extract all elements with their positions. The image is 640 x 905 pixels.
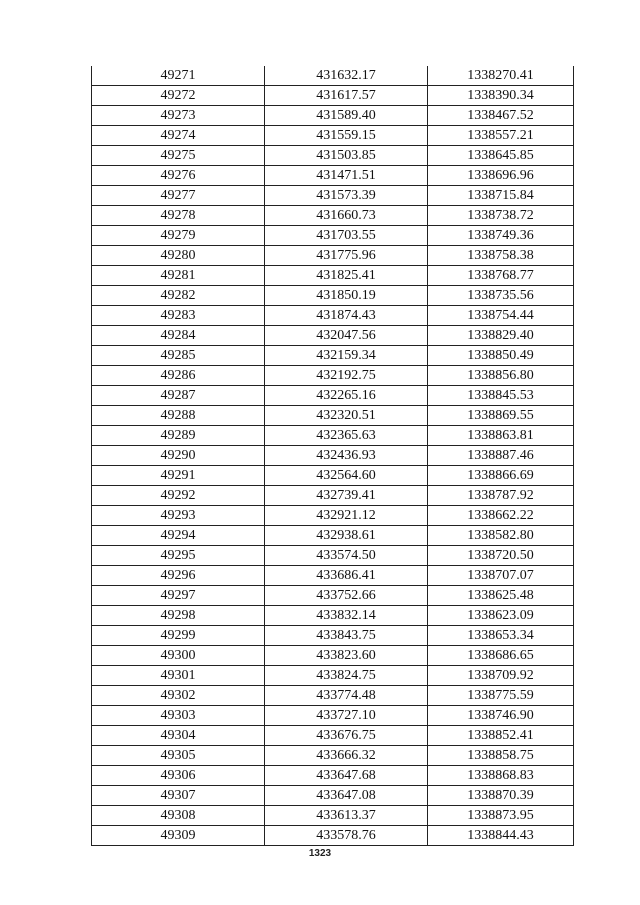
- y-coordinate-cell: 1338645.85: [428, 146, 574, 166]
- y-coordinate-cell: 1338557.21: [428, 126, 574, 146]
- table-row: [92, 366, 574, 386]
- x-coordinate-cell: 431632.17: [265, 66, 428, 86]
- point-id-cell: 49288: [92, 406, 265, 426]
- y-coordinate-cell: 1338758.38: [428, 246, 574, 266]
- table-row: [92, 66, 574, 86]
- y-coordinate-cell: 1338768.77: [428, 266, 574, 286]
- x-coordinate-cell: 433578.76: [265, 826, 428, 846]
- x-coordinate-cell: 432938.61: [265, 526, 428, 546]
- table-row: [92, 526, 574, 546]
- point-id-cell: 49286: [92, 366, 265, 386]
- y-coordinate-cell: 1338390.34: [428, 86, 574, 106]
- x-coordinate-cell: 433727.10: [265, 706, 428, 726]
- x-coordinate-cell: 431660.73: [265, 206, 428, 226]
- point-id-cell: 49289: [92, 426, 265, 446]
- table-row: [92, 446, 574, 466]
- y-coordinate-cell: 1338852.41: [428, 726, 574, 746]
- table-row: [92, 746, 574, 766]
- table-row: [92, 106, 574, 126]
- table-row: [92, 266, 574, 286]
- point-id-cell: 49303: [92, 706, 265, 726]
- x-coordinate-cell: 433647.68: [265, 766, 428, 786]
- y-coordinate-cell: 1338623.09: [428, 606, 574, 626]
- table-row: [92, 686, 574, 706]
- table-row: [92, 666, 574, 686]
- y-coordinate-cell: 1338715.84: [428, 186, 574, 206]
- table-row: [92, 826, 574, 846]
- x-coordinate-cell: 432265.16: [265, 386, 428, 406]
- table-row: [92, 486, 574, 506]
- x-coordinate-cell: 431471.51: [265, 166, 428, 186]
- y-coordinate-cell: 1338709.92: [428, 666, 574, 686]
- point-id-cell: 49296: [92, 566, 265, 586]
- point-id-cell: 49282: [92, 286, 265, 306]
- point-id-cell: 49273: [92, 106, 265, 126]
- y-coordinate-cell: 1338868.83: [428, 766, 574, 786]
- point-id-cell: 49285: [92, 346, 265, 366]
- point-id-cell: 49305: [92, 746, 265, 766]
- x-coordinate-cell: 432320.51: [265, 406, 428, 426]
- x-coordinate-cell: 433574.50: [265, 546, 428, 566]
- x-coordinate-cell: 432564.60: [265, 466, 428, 486]
- x-coordinate-cell: 433824.75: [265, 666, 428, 686]
- y-coordinate-cell: 1338749.36: [428, 226, 574, 246]
- x-coordinate-cell: 433774.48: [265, 686, 428, 706]
- point-id-cell: 49297: [92, 586, 265, 606]
- x-coordinate-cell: 431503.85: [265, 146, 428, 166]
- table-row: [92, 146, 574, 166]
- point-id-cell: 49300: [92, 646, 265, 666]
- x-coordinate-cell: 432365.63: [265, 426, 428, 446]
- table-row: [92, 286, 574, 306]
- point-id-cell: 49276: [92, 166, 265, 186]
- point-id-cell: 49278: [92, 206, 265, 226]
- x-coordinate-cell: 433832.14: [265, 606, 428, 626]
- table-row: [92, 186, 574, 206]
- y-coordinate-cell: 1338707.07: [428, 566, 574, 586]
- table-row: [92, 86, 574, 106]
- x-coordinate-cell: 431589.40: [265, 106, 428, 126]
- y-coordinate-cell: 1338845.53: [428, 386, 574, 406]
- point-id-cell: 49308: [92, 806, 265, 826]
- point-id-cell: 49292: [92, 486, 265, 506]
- y-coordinate-cell: 1338735.56: [428, 286, 574, 306]
- x-coordinate-cell: 433823.60: [265, 646, 428, 666]
- point-id-cell: 49277: [92, 186, 265, 206]
- table-row: [92, 346, 574, 366]
- point-id-cell: 49279: [92, 226, 265, 246]
- x-coordinate-cell: 431617.57: [265, 86, 428, 106]
- point-id-cell: 49271: [92, 66, 265, 86]
- y-coordinate-cell: 1338686.65: [428, 646, 574, 666]
- table-row: [92, 126, 574, 146]
- y-coordinate-cell: 1338696.96: [428, 166, 574, 186]
- point-id-cell: 49295: [92, 546, 265, 566]
- point-id-cell: 49290: [92, 446, 265, 466]
- point-id-cell: 49272: [92, 86, 265, 106]
- x-coordinate-cell: 432047.56: [265, 326, 428, 346]
- y-coordinate-cell: 1338653.34: [428, 626, 574, 646]
- table-row: [92, 506, 574, 526]
- x-coordinate-cell: 431573.39: [265, 186, 428, 206]
- x-coordinate-cell: 432159.34: [265, 346, 428, 366]
- point-id-cell: 49274: [92, 126, 265, 146]
- point-id-cell: 49302: [92, 686, 265, 706]
- y-coordinate-cell: 1338746.90: [428, 706, 574, 726]
- x-coordinate-cell: 433752.66: [265, 586, 428, 606]
- table-row: [92, 466, 574, 486]
- point-id-cell: 49283: [92, 306, 265, 326]
- point-id-cell: 49307: [92, 786, 265, 806]
- y-coordinate-cell: 1338873.95: [428, 806, 574, 826]
- point-id-cell: 49306: [92, 766, 265, 786]
- table-row: [92, 566, 574, 586]
- y-coordinate-cell: 1338856.80: [428, 366, 574, 386]
- table-row: [92, 226, 574, 246]
- y-coordinate-cell: 1338467.52: [428, 106, 574, 126]
- y-coordinate-cell: 1338870.39: [428, 786, 574, 806]
- table-row: [92, 726, 574, 746]
- table-row: [92, 626, 574, 646]
- y-coordinate-cell: 1338775.59: [428, 686, 574, 706]
- point-id-cell: 49287: [92, 386, 265, 406]
- y-coordinate-cell: 1338754.44: [428, 306, 574, 326]
- table-row: [92, 546, 574, 566]
- y-coordinate-cell: 1338270.41: [428, 66, 574, 86]
- x-coordinate-cell: 431825.41: [265, 266, 428, 286]
- table-row: [92, 306, 574, 326]
- y-coordinate-cell: 1338850.49: [428, 346, 574, 366]
- table-row: [92, 646, 574, 666]
- y-coordinate-cell: 1338625.48: [428, 586, 574, 606]
- point-id-cell: 49280: [92, 246, 265, 266]
- point-id-cell: 49291: [92, 466, 265, 486]
- point-id-cell: 49275: [92, 146, 265, 166]
- table-row: [92, 166, 574, 186]
- y-coordinate-cell: 1338863.81: [428, 426, 574, 446]
- page-number: 1323: [308, 848, 332, 859]
- point-id-cell: 49293: [92, 506, 265, 526]
- table-row: [92, 586, 574, 606]
- y-coordinate-cell: 1338887.46: [428, 446, 574, 466]
- point-id-cell: 49309: [92, 826, 265, 846]
- x-coordinate-cell: 431559.15: [265, 126, 428, 146]
- x-coordinate-cell: 432739.41: [265, 486, 428, 506]
- point-id-cell: 49301: [92, 666, 265, 686]
- y-coordinate-cell: 1338829.40: [428, 326, 574, 346]
- y-coordinate-cell: 1338869.55: [428, 406, 574, 426]
- y-coordinate-cell: 1338582.80: [428, 526, 574, 546]
- point-id-cell: 49298: [92, 606, 265, 626]
- x-coordinate-cell: 433686.41: [265, 566, 428, 586]
- y-coordinate-cell: 1338858.75: [428, 746, 574, 766]
- point-id-cell: 49281: [92, 266, 265, 286]
- x-coordinate-cell: 433647.08: [265, 786, 428, 806]
- table-row: [92, 246, 574, 266]
- table-row: [92, 206, 574, 226]
- x-coordinate-cell: 431775.96: [265, 246, 428, 266]
- y-coordinate-cell: 1338720.50: [428, 546, 574, 566]
- x-coordinate-cell: 433676.75: [265, 726, 428, 746]
- table-row: [92, 326, 574, 346]
- coordinates-table-body: [92, 66, 574, 846]
- coordinates-table: [91, 66, 574, 846]
- x-coordinate-cell: 431874.43: [265, 306, 428, 326]
- x-coordinate-cell: 433666.32: [265, 746, 428, 766]
- table-row: [92, 766, 574, 786]
- x-coordinate-cell: 432192.75: [265, 366, 428, 386]
- x-coordinate-cell: 431850.19: [265, 286, 428, 306]
- table-row: [92, 386, 574, 406]
- y-coordinate-cell: 1338866.69: [428, 466, 574, 486]
- point-id-cell: 49294: [92, 526, 265, 546]
- y-coordinate-cell: 1338844.43: [428, 826, 574, 846]
- y-coordinate-cell: 1338662.22: [428, 506, 574, 526]
- table-row: [92, 426, 574, 446]
- x-coordinate-cell: 432436.93: [265, 446, 428, 466]
- x-coordinate-cell: 433613.37: [265, 806, 428, 826]
- table-row: [92, 406, 574, 426]
- y-coordinate-cell: 1338738.72: [428, 206, 574, 226]
- point-id-cell: 49284: [92, 326, 265, 346]
- table-row: [92, 786, 574, 806]
- table-row: [92, 806, 574, 826]
- x-coordinate-cell: 431703.55: [265, 226, 428, 246]
- table-row: [92, 606, 574, 626]
- table-row: [92, 706, 574, 726]
- point-id-cell: 49299: [92, 626, 265, 646]
- y-coordinate-cell: 1338787.92: [428, 486, 574, 506]
- x-coordinate-cell: 433843.75: [265, 626, 428, 646]
- x-coordinate-cell: 432921.12: [265, 506, 428, 526]
- point-id-cell: 49304: [92, 726, 265, 746]
